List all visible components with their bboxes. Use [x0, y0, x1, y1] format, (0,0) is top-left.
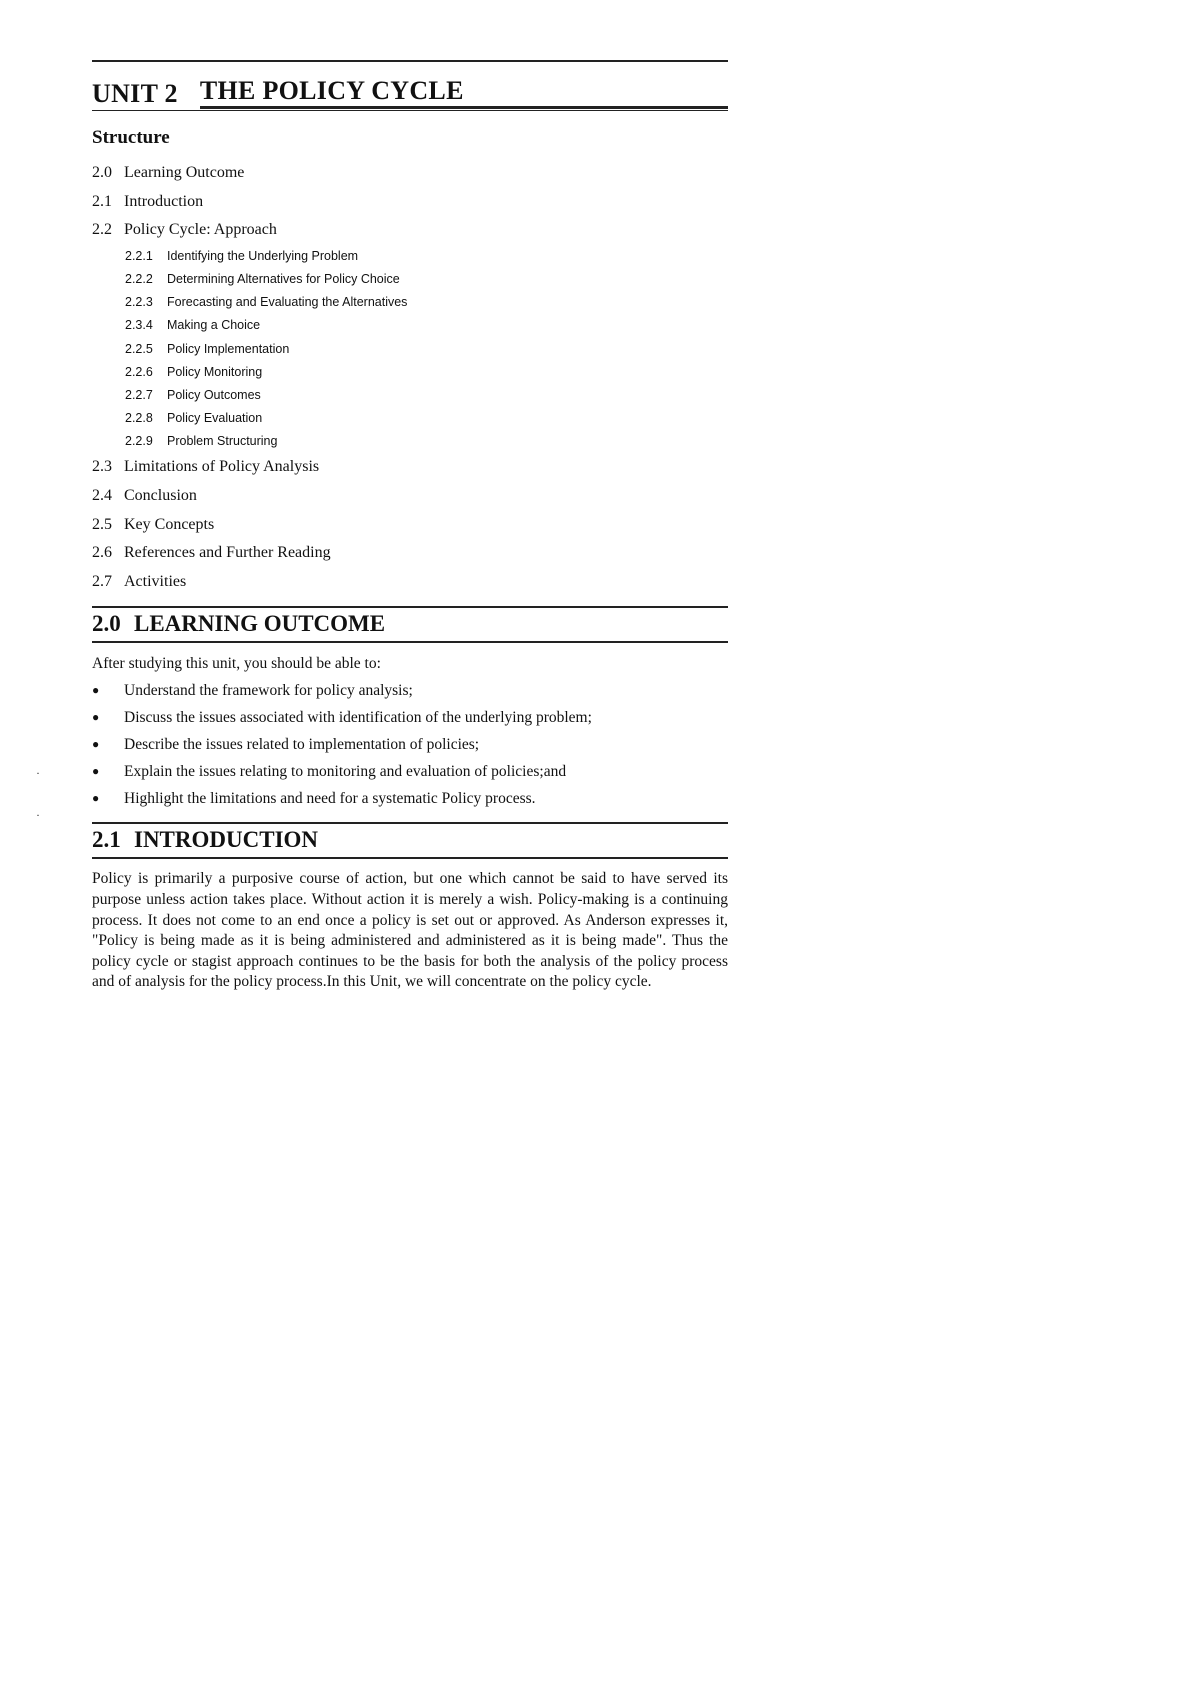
toc-sub-text: Policy Evaluation: [167, 411, 263, 426]
bullet-text: Explain the issues relating to monitoring and evaluation of policies;and: [124, 763, 567, 781]
toc-text: Key Concepts: [124, 515, 215, 533]
unit-title: [92, 76, 728, 109]
toc-sub-number: 2.2.5: [125, 341, 153, 356]
toc-text: Conclusion: [124, 487, 197, 505]
bullet-text: Describe the issues related to implementation of policies;: [124, 736, 480, 754]
toc-number: 2.5: [92, 515, 112, 533]
bullet-icon: ●: [92, 791, 100, 806]
toc-subitem: [92, 291, 728, 314]
toc-sub-text: Problem Structuring: [167, 434, 278, 449]
bullet-icon: ●: [92, 764, 100, 779]
toc-subitem: [92, 430, 728, 453]
toc-subitem: [92, 268, 728, 291]
introduction-paragraph: Policy is primarily a purposive course of action, but one which cannot be said to have served its purpose unless action takes place. Without action it is merely a wish. Policy-making is a continuing process. It does not come to an end once a policy is set out or approved. As Anderson expresses it, "Policy is being made as it is being administered and administered as it is being made". Thus the policy cycle or stagist approach continues to be the basis for both the analysis of the policy process and of analysis for the policy process.In this Unit, we will concentrate on the policy cycle.: [92, 870, 728, 991]
unit-name: THE POLICY CYCLE: [200, 76, 728, 109]
section-title: INTRODUCTION: [134, 827, 319, 853]
bullet-text: Highlight the limitations and need for a systematic Policy process.: [124, 790, 536, 808]
toc-text: Limitations of Policy Analysis: [124, 458, 320, 476]
toc-number: 2.0: [92, 164, 112, 181]
section-number: 2.1: [92, 827, 121, 853]
list-item: [92, 704, 728, 731]
margin-speck: ·: [36, 766, 40, 780]
toc-sub-text: Forecasting and Evaluating the Alternatives: [167, 295, 408, 310]
bullet-icon: ●: [92, 710, 100, 725]
toc-number: 2.4: [92, 487, 112, 505]
table-of-contents: [92, 159, 728, 596]
learning-outcome-heading: [92, 606, 728, 643]
toc-sub-text: Making a Choice: [167, 318, 261, 333]
list-item: [92, 731, 728, 758]
toc-sub-number: 2.2.6: [125, 364, 153, 379]
toc-sub-text: Determining Alternatives for Policy Choice: [167, 271, 400, 286]
toc-number: 2.3: [92, 458, 112, 476]
toc-text: Activities: [124, 572, 187, 590]
bullet-text: Discuss the issues associated with identification of the underlying problem;: [124, 709, 592, 727]
toc-item: [92, 539, 728, 568]
toc-number: 2.6: [92, 544, 112, 562]
unit-header: [92, 60, 728, 111]
learning-outcome-lead: After studying this unit, you should be able to:: [92, 655, 381, 673]
list-item: [92, 785, 728, 812]
section-title: LEARNING OUTCOME: [134, 611, 386, 637]
toc-sub-number: 2.2.3: [125, 295, 153, 310]
toc-subitem: [92, 407, 728, 430]
bullet-text: Understand the framework for policy analysis;: [124, 682, 413, 700]
toc-text: Introduction: [124, 192, 204, 210]
toc-sub-number: 2.2.2: [125, 271, 153, 286]
toc-text: Policy Cycle: Approach: [124, 221, 277, 239]
toc-sub-text: Policy Implementation: [167, 341, 290, 356]
toc-item: [92, 568, 728, 597]
toc-subitem: [92, 314, 728, 337]
section-number: 2.0: [92, 611, 121, 637]
toc-sub-text: Identifying the Underlying Problem: [167, 248, 359, 263]
toc-item: [92, 188, 728, 217]
document-page: [92, 60, 728, 1009]
structure-heading: Structure: [92, 127, 170, 148]
toc-subitem: [92, 338, 728, 361]
toc-item: [92, 453, 728, 482]
toc-sub-number: 2.2.7: [125, 387, 153, 402]
toc-number: 2.1: [92, 192, 112, 210]
toc-subitem: [92, 245, 728, 268]
toc-sub-text: Policy Monitoring: [167, 364, 263, 379]
toc-number: 2.7: [92, 572, 112, 590]
unit-rule: [92, 110, 728, 111]
toc-sub-text: Policy Outcomes: [167, 387, 261, 402]
toc-sub-number: 2.3.4: [125, 318, 153, 333]
toc-sub-number: 2.2.1: [125, 248, 153, 263]
toc-subitem: [92, 361, 728, 384]
introduction-heading: [92, 822, 728, 859]
margin-speck: ·: [36, 808, 40, 822]
learning-outcome-list: [92, 677, 728, 812]
toc-text: Learning Outcome: [124, 164, 245, 181]
toc-item: [92, 216, 728, 245]
toc-number: 2.2: [92, 221, 112, 239]
toc-text: References and Further Reading: [124, 544, 331, 562]
toc-item: [92, 159, 728, 188]
list-item: [92, 758, 728, 785]
unit-number: UNIT 2: [92, 79, 178, 108]
bullet-icon: ●: [92, 737, 100, 752]
bullet-icon: ●: [92, 683, 100, 698]
toc-sub-number: 2.2.9: [125, 434, 153, 449]
list-item: [92, 677, 728, 704]
toc-item: [92, 482, 728, 511]
toc-item: [92, 511, 728, 540]
toc-sub-number: 2.2.8: [125, 411, 153, 426]
toc-subitem: [92, 384, 728, 407]
